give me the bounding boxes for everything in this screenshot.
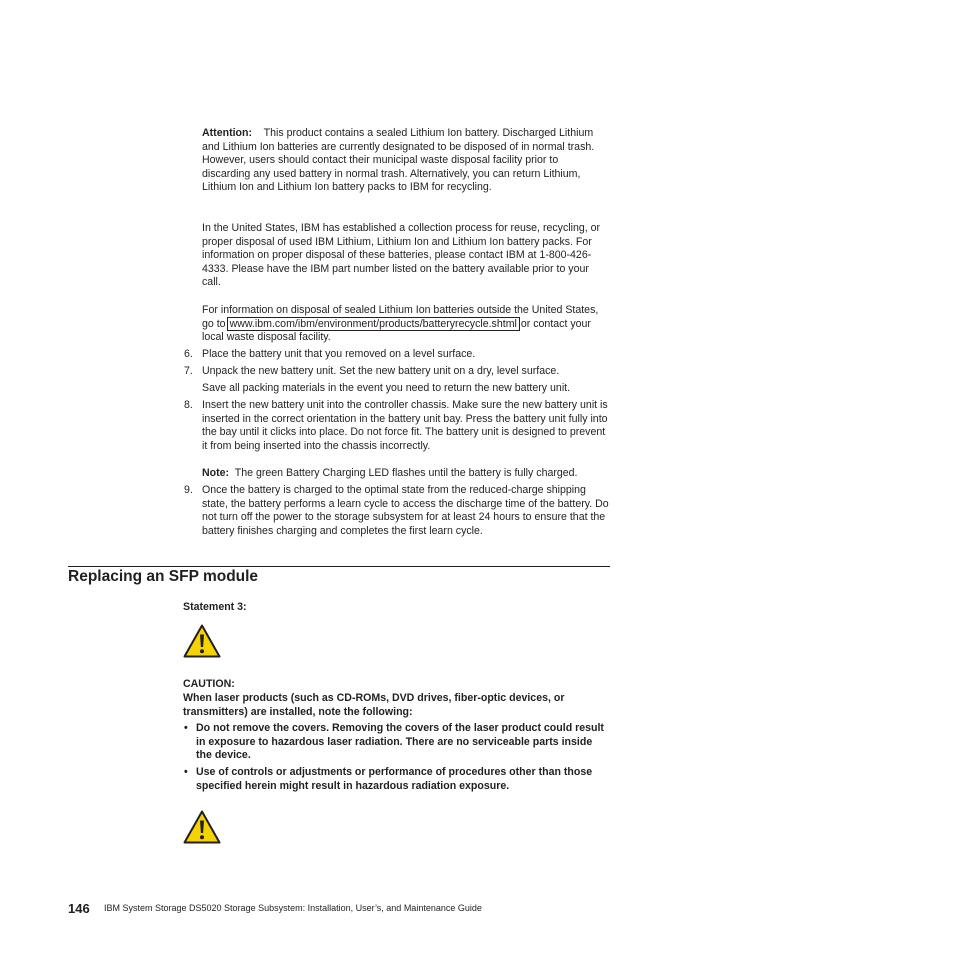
- warning-triangle-icon: [183, 810, 221, 844]
- footer-title: IBM System Storage DS5020 Storage Subsystem: Installation, User’s, and Maintenance Guide: [104, 903, 482, 913]
- attention-text: This product contains a sealed Lithium Ion battery. Discharged Lithium and Lithium Ion batteries are currently designated to be disposed of in normal trash. However, users should contact their municipal waste disposal facility prior to discarding any used battery in normal trash. Alternatively, you can return Lithium, Lithium Ion and Lithium Ion battery packs to IBM for recycling.: [202, 127, 595, 194]
- section-heading: Replacing an SFP module: [68, 568, 259, 585]
- us-disposal-paragraph: In the United States, IBM has established a collection process for reuse, recycling, or proper disposal of used IBM Lithium, Lithium Ion and Lithium Ion battery packs. For information on proper disposal of these batteries, please contact IBM at 1-800-426-4333. Please have the IBM part number listed on the battery available prior to your call.: [202, 222, 601, 289]
- statement-label: Statement 3:: [183, 601, 247, 613]
- caution-label: CAUTION:: [183, 678, 235, 690]
- step-number: 6.: [184, 348, 193, 360]
- outside-us-text-before: For information on disposal of sealed Lithium Ion batteries outside the United States, go to: [202, 304, 599, 330]
- note-label: Note:: [202, 467, 230, 479]
- bullet-symbol: •: [184, 722, 188, 734]
- caution-intro: When laser products (such as CD-ROMs, DVD drives, fiber-optic devices, or transmitters) are installed, note the following:: [183, 692, 565, 718]
- step-note: [202, 467, 612, 481]
- step-text: Place the battery unit that you removed on a level surface.: [202, 348, 476, 360]
- step-number: 9.: [184, 484, 193, 496]
- bullet-symbol: •: [184, 766, 188, 778]
- caution-bullet-item: Use of controls or adjustments or performance of procedures other than those specified herein might result in hazardous radiation exposure.: [196, 766, 593, 792]
- note-text: The green Battery Charging LED flashes until the battery is fully charged.: [234, 467, 578, 479]
- warning-triangle-icon: [183, 624, 221, 658]
- step-text: Once the battery is charged to the optimal state from the reduced-charge shipping state, the battery performs a learn cycle to access the discharge time of the battery. Do not turn off the power to the storage subsystem for at least 24 hours to ensure that the battery finishes charging and completes the first learn cycle.: [202, 484, 609, 537]
- step-text: Unpack the new battery unit. Set the new battery unit on a dry, level surface.: [202, 365, 560, 377]
- step-number: 8.: [184, 399, 193, 411]
- step-number: 7.: [184, 365, 193, 377]
- step-extra-text: Save all packing materials in the event you need to return the new battery unit.: [202, 382, 571, 394]
- outside-us-paragraph: [202, 304, 607, 345]
- step-text: Insert the new battery unit into the controller chassis. Make sure the new battery unit is inserted in the correct orientation in the battery unit bay. Press the battery unit fully into the bay until it clicks into place. Do not force fit. The battery unit is designed to prevent it from being inserted into the chassis incorrectly.: [202, 399, 608, 452]
- page-number: 146: [68, 901, 90, 916]
- caution-bullet-item: Do not remove the covers. Removing the covers of the laser product could result in exposure to hazardous laser radiation. There are no serviceable parts inside the device.: [196, 722, 604, 762]
- attention-label: Attention:: [202, 127, 253, 139]
- battery-recycle-link[interactable]: www.ibm.com/ibm/environment/products/batteryrecycle.shtml: [227, 317, 520, 331]
- outside-us-text-after: or contact your local waste disposal facility.: [202, 317, 591, 344]
- attention-paragraph: [202, 127, 607, 195]
